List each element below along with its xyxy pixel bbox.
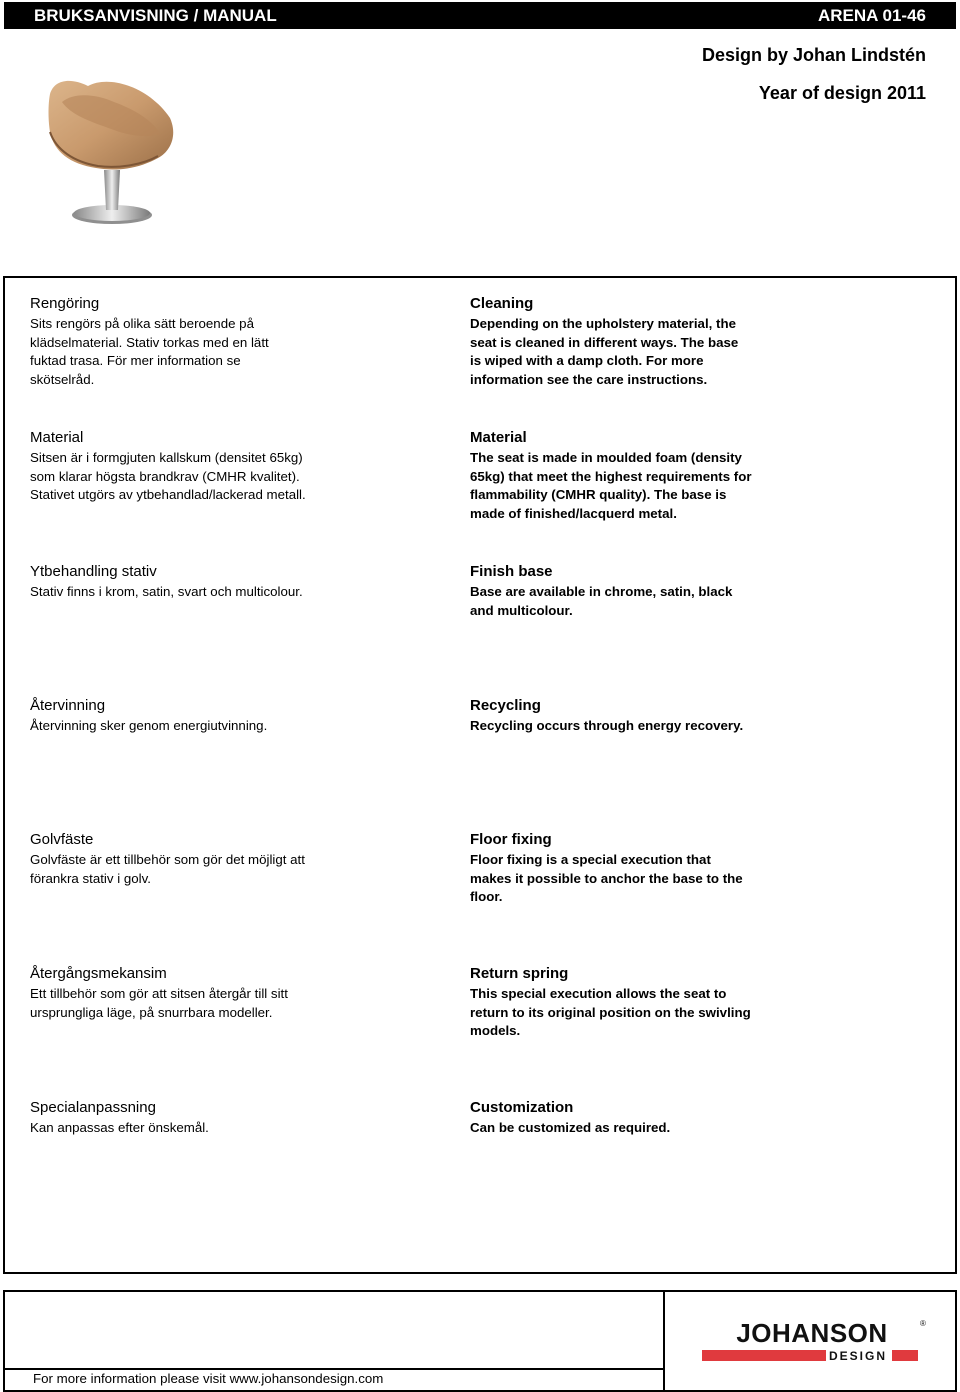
section-body: [470, 315, 800, 389]
body-line: klädselmaterial. Stativ torkas med en lätt: [30, 334, 269, 350]
section-finish-en: [470, 563, 800, 620]
body-line: made of finished/lacquerd metal.: [470, 505, 677, 521]
body-line: makes it possible to anchor the base to the: [470, 870, 743, 886]
chair-image: [40, 72, 185, 232]
body-line: Sitsen är i formgjuten kallskum (densitet 65kg): [30, 450, 303, 465]
body-line: Ett tillbehör som gör att sitsen återgår till sitt: [30, 986, 288, 1001]
section-body: [470, 851, 800, 907]
body-line: Can be customized as required.: [470, 1120, 671, 1135]
section-finish-sv: [30, 563, 350, 602]
body-line: förankra stativ i golv.: [30, 870, 151, 886]
body-line: seat is cleaned in different ways. The base: [470, 334, 739, 350]
body-line: Golvfäste är ett tillbehör som gör det möjligt att: [30, 852, 305, 867]
logo-accent-bar-left: [702, 1350, 826, 1361]
footer-divider: [5, 1368, 665, 1370]
section-material-sv: [30, 429, 350, 505]
section-body: [30, 449, 350, 505]
section-body: [470, 1119, 800, 1138]
section-title: Cleaning: [470, 295, 534, 312]
manual-title: BRUKSANVISNING / MANUAL: [34, 6, 277, 25]
section-recycling-en: [470, 697, 800, 736]
section-body: [470, 449, 800, 523]
section-body: [30, 583, 350, 602]
body-line: The seat is made in moulded foam (density: [470, 450, 742, 465]
body-line: models.: [470, 1023, 521, 1038]
section-body: [30, 1119, 350, 1138]
logo-registered-mark: ®: [920, 1319, 926, 1328]
body-line: This special execution allows the seat to: [470, 986, 727, 1001]
body-line: Base are available in chrome, satin, black: [470, 584, 733, 599]
body-line: Stativet utgörs av ytbehandlad/lackerad metall.: [30, 487, 306, 502]
logo-subword: DESIGN: [828, 1349, 888, 1363]
section-body: [30, 717, 350, 736]
section-body: [470, 583, 800, 620]
section-title: Återgångsmekansim: [30, 965, 167, 982]
body-line: Återvinning sker genom energiutvinning.: [30, 718, 268, 733]
body-line: and multicolour.: [470, 602, 573, 618]
section-spring-en: [470, 965, 800, 1041]
section-body: [470, 717, 800, 736]
design-year: Year of design 2011: [758, 83, 926, 103]
footer-website-text: For more information please visit www.johansondesign.com: [33, 1371, 384, 1386]
section-title: Ytbehandling stativ: [30, 563, 157, 580]
body-line: som klarar högsta brandkrav (CMHR kvalitet).: [30, 468, 300, 484]
section-title: Specialanpassning: [30, 1099, 156, 1116]
section-title: Material: [470, 429, 527, 446]
section-floor-sv: [30, 831, 350, 888]
body-line: Sits rengörs på olika sätt beroende på: [30, 316, 254, 331]
section-body: [30, 315, 350, 389]
johanson-design-logo: [700, 1318, 930, 1368]
section-cleaning-sv: [30, 295, 350, 389]
section-title: Return spring: [470, 965, 569, 982]
logo-wordmark: JOHANSON: [736, 1318, 888, 1348]
body-line: Depending on the upholstery material, the: [470, 316, 736, 331]
header-bar: [4, 2, 956, 29]
section-floor-en: [470, 831, 800, 907]
section-custom-en: [470, 1099, 800, 1138]
section-recycling-sv: [30, 697, 350, 736]
section-title: Material: [30, 429, 84, 446]
section-spring-sv: [30, 965, 350, 1022]
body-line: Recycling occurs through energy recovery.: [470, 718, 744, 733]
section-custom-sv: [30, 1099, 350, 1138]
body-line: Stativ finns i krom, satin, svart och multicolour.: [30, 584, 303, 599]
footer-divider: [663, 1292, 665, 1390]
section-body: [30, 851, 350, 888]
section-title: Customization: [470, 1099, 574, 1116]
section-title: Rengöring: [30, 295, 100, 312]
section-title: Recycling: [470, 697, 541, 714]
designer-credit: Design by Johan Lindstén: [701, 45, 926, 65]
body-line: ursprungliga läge, på snurrbara modeller.: [30, 1004, 273, 1020]
body-line: Kan anpassas efter önskemål.: [30, 1120, 209, 1135]
body-line: floor.: [470, 889, 503, 904]
section-title: Golvfäste: [30, 831, 94, 848]
body-line: is wiped with a damp cloth. For more: [470, 353, 704, 368]
body-line: information see the care instructions.: [470, 371, 708, 387]
section-body: [470, 985, 800, 1041]
body-line: 65kg) that meet the highest requirements for: [470, 468, 752, 484]
section-title: Återvinning: [30, 697, 106, 714]
section-body: [30, 985, 350, 1022]
body-line: skötselråd.: [30, 371, 95, 387]
section-title: Floor fixing: [470, 831, 552, 848]
section-title: Finish base: [470, 563, 553, 580]
logo-accent-bar-right: [892, 1350, 918, 1361]
product-code: ARENA 01-46: [817, 6, 926, 25]
body-line: Floor fixing is a special execution that: [470, 852, 711, 867]
body-line: fuktad trasa. För mer information se: [30, 353, 241, 368]
body-line: flammability (CMHR quality). The base is: [470, 487, 727, 502]
section-material-en: [470, 429, 800, 523]
section-cleaning-en: [470, 295, 800, 389]
body-line: return to its original position on the swivling: [470, 1004, 751, 1020]
